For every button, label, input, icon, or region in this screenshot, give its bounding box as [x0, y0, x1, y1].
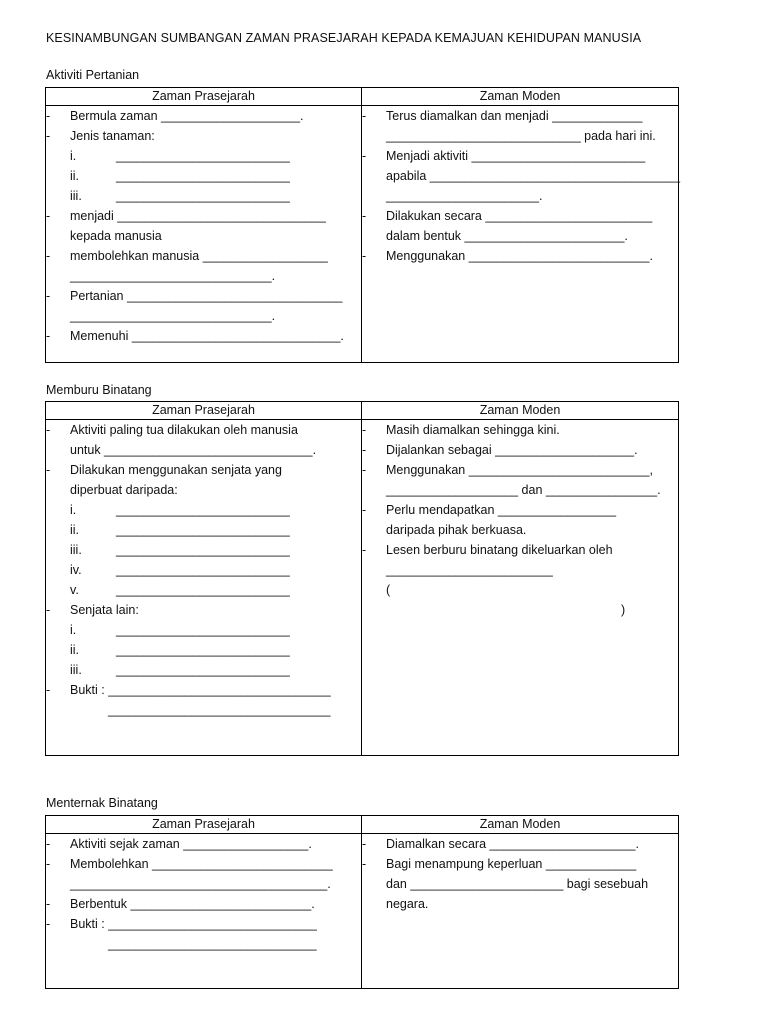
list-item: dan ______________________ bagi sesebuah — [386, 877, 649, 891]
list-item: - Bagi menampung keperluan _____________ — [362, 857, 637, 871]
list-item: kepada manusia — [70, 229, 162, 243]
list-item: dalam bentuk _______________________. — [386, 229, 628, 243]
col-header-prasejarah: Zaman Prasejarah — [46, 816, 362, 834]
list-item: i. _________________________ — [70, 623, 290, 637]
list-item: - Bukti : ______________________________ — [46, 917, 317, 931]
col-header-prasejarah: Zaman Prasejarah — [46, 88, 362, 106]
list-item: _____________________________. — [70, 309, 276, 323]
list-item: - Perlu mendapatkan _________________ — [362, 503, 617, 517]
list-item: ______________________. — [386, 189, 543, 203]
list-item: iii. _________________________ — [70, 543, 290, 557]
cell-moden — [362, 420, 679, 756]
list-item: ) — [621, 603, 626, 617]
list-item: - Dilakukan secara ________________________ — [362, 209, 653, 223]
list-item: _____________________________________. — [70, 877, 331, 891]
list-item: iii. _________________________ — [70, 663, 290, 677]
list-item: - Memenuhi ______________________________. — [46, 329, 344, 343]
table-pertanian — [45, 87, 679, 363]
list-item: _____________________________. — [70, 269, 276, 283]
list-item: - Pertanian _______________________________ — [46, 289, 343, 303]
list-item: - Bermula zaman ____________________. — [46, 109, 304, 123]
section-heading-pertanian: Aktiviti Pertanian — [46, 68, 140, 82]
list-item: diperbuat daripada: — [70, 483, 178, 497]
list-item: - menjadi ______________________________ — [46, 209, 326, 223]
list-item: - Membolehkan __________________________ — [46, 857, 333, 871]
list-item: apabila ____________________________________ — [386, 169, 681, 183]
list-item: - Masih diamalkan sehingga kini. — [362, 423, 560, 437]
list-item: ___________________ dan ________________. — [386, 483, 661, 497]
list-item: - Lesen berburu binatang dikeluarkan oleh — [362, 543, 613, 557]
list-item: - Menjadi aktiviti _________________________ — [362, 149, 646, 163]
list-item: - Dijalankan sebagai ____________________. — [362, 443, 638, 457]
list-item: i. _________________________ — [70, 149, 290, 163]
list-item: ________________________ — [386, 563, 553, 577]
table-menternak — [45, 815, 679, 989]
list-item: ( — [386, 583, 391, 597]
list-item: untuk ______________________________. — [70, 443, 317, 457]
list-item: ________________________________ — [108, 703, 331, 717]
list-item: ____________________________ pada hari ini. — [386, 129, 656, 143]
list-item: ______________________________ — [108, 937, 317, 951]
list-item: - Dilakukan menggunakan senjata yang — [46, 463, 282, 477]
list-item: v. _________________________ — [70, 583, 290, 597]
list-item: - Jenis tanaman: — [46, 129, 155, 143]
cell-moden — [362, 834, 679, 989]
col-header-moden: Zaman Moden — [362, 402, 679, 420]
list-item: negara. — [386, 897, 429, 911]
list-item: - Bukti : ________________________________ — [46, 683, 331, 697]
list-item: - Aktiviti paling tua dilakukan oleh manusia — [46, 423, 298, 437]
list-item: iv. _________________________ — [70, 563, 290, 577]
cell-prasejarah — [46, 834, 362, 989]
list-item: i. _________________________ — [70, 503, 290, 517]
section-heading-menternak: Menternak Binatang — [46, 796, 158, 810]
col-header-moden: Zaman Moden — [362, 816, 679, 834]
col-header-prasejarah: Zaman Prasejarah — [46, 402, 362, 420]
list-item: - Menggunakan __________________________. — [362, 249, 653, 263]
list-item: - Senjata lain: — [46, 603, 139, 617]
list-item: - Menggunakan __________________________, — [362, 463, 653, 477]
list-item: - Diamalkan secara _____________________. — [362, 837, 639, 851]
page-title: KESINAMBUNGAN SUMBANGAN ZAMAN PRASEJARAH KEPADA KEMAJUAN KEHIDUPAN MANUSIA — [46, 31, 642, 45]
list-item: ii. _________________________ — [70, 169, 290, 183]
table-memburu — [45, 401, 679, 756]
list-item: daripada pihak berkuasa. — [386, 523, 527, 537]
list-item: ii. _________________________ — [70, 643, 290, 657]
list-item: - Berbentuk __________________________. — [46, 897, 315, 911]
list-item: - Terus diamalkan dan menjadi _____________ — [362, 109, 643, 123]
section-heading-memburu: Memburu Binatang — [46, 383, 152, 397]
list-item: - membolehkan manusia __________________ — [46, 249, 328, 263]
list-item: - Aktiviti sejak zaman __________________. — [46, 837, 312, 851]
cell-moden — [362, 106, 679, 363]
cell-prasejarah — [46, 106, 362, 363]
col-header-moden: Zaman Moden — [362, 88, 679, 106]
list-item: iii. _________________________ — [70, 189, 290, 203]
list-item: ii. _________________________ — [70, 523, 290, 537]
cell-prasejarah — [46, 420, 362, 756]
